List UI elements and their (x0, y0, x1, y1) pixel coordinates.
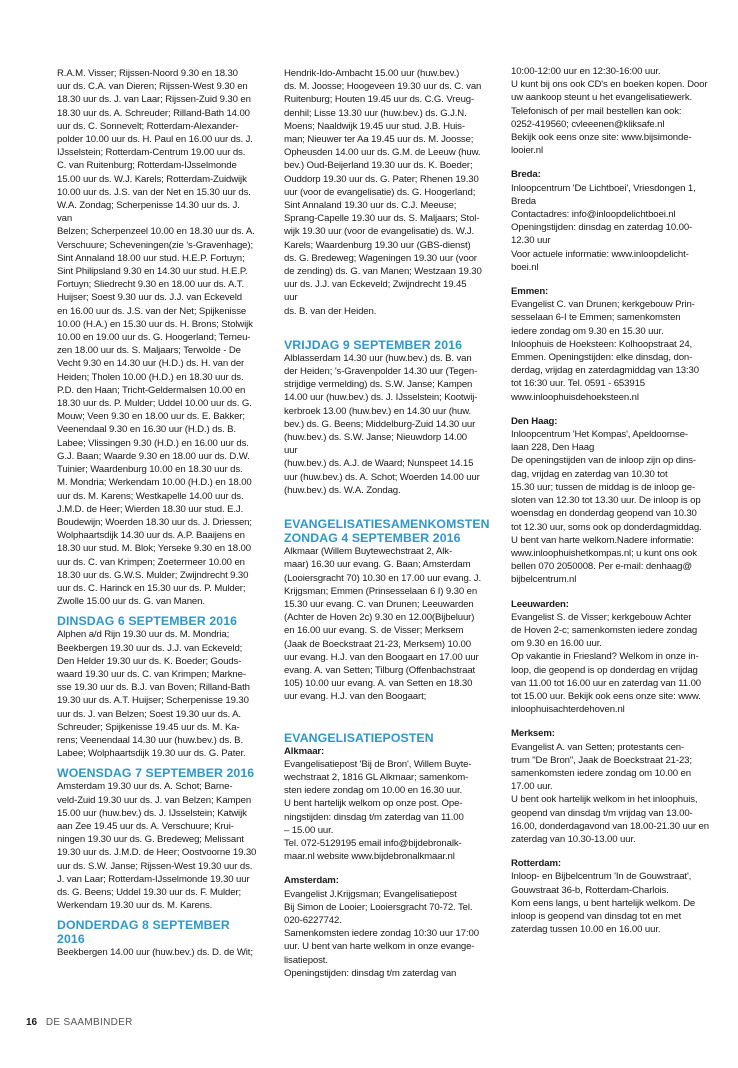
post-details: Inloopcentrum 'De Lichtboei', Vriesdongen 1, Breda Contactadres: info@inloopdelichtboei.nl Openingstijden: dinsdag en zaterdag 10.00- 12.30 uur Voor actuele informatie: www.inloopdelicht- boei.nl (511, 182, 696, 273)
column-left (57, 67, 257, 960)
post-details: 10:00-12:00 uur en 12:30-16:00 uur. U kunt bij ons ook CD's en boeken kopen. Door uw aankoop steunt u het evangelisatiewerk. Telefonisch of per mail bestellen kan ook: 0252-419560; cvleeenen@kliksafe.nl Bekijk ook eens onze site: www.bijsimonde- looier.nl (511, 66, 708, 157)
post-details: Inloopcentrum 'Het Kompas', Apeldoornse- laan 228, Den Haag De openingstijden van de inloop zijn op dins- dag, vrijdag en zaterdag van 10.30 tot 15.30 uur; tussen de middag is de inloop ge- sloten van 12.30 tot 13.30 uur. De inloop is op woensdag en donderdag geopend van 10.30 tot 12.30 uur, soms ook op donderdagmiddag. U bent van harte welkom.Nadere informatie: www.inloophuishetkompas.nl; u kunt ons ook bellen 070 2050008. Per e-mail: denhaag@ bijbelcentrum.nl (511, 429, 702, 586)
post-merksem (511, 727, 711, 846)
post-emmen (511, 285, 711, 404)
dinsdag-services: Alphen a/d Rijn 19.30 uur ds. M. Mondria; Beekbergen 19.30 uur ds. J.J. van Eckeveld; Den Helder 19.30 uur ds. K. Boeder; Gouds- waard 19.30 uur ds. C. van Krimpen; Markne- sse 19.30 uur ds. B.J. van Boven; Rilland-Bath 19.30 uur ds. A.T. Huijser; Scherpenisse 19.30 uur ds. J. van Belzen; Soest 19.30 uur ds. A. Schreuder; Spijkenisse 19.45 uur ds. M. Ka- rens; Veenendaal 14.30 uur (huw.bev.) ds. B. Labee; Wolphaartsdijk 19.30 uur ds. G. Pater. (57, 629, 250, 760)
column-middle (284, 67, 490, 980)
city-name: Rotterdam: (511, 858, 561, 870)
heading-samenkomsten: EVANGELISATIESAMENKOMSTEN ZONDAG 4 SEPTEMBER 2016 (284, 517, 490, 546)
city-name: Alkmaar: (284, 745, 325, 757)
heading-woensdag: WOENSDAG 7 SEPTEMBER 2016 (57, 766, 255, 781)
heading-donderdag: DONDERDAG 8 SEPTEMBER 2016 (57, 918, 230, 947)
page-footer (26, 1017, 133, 1028)
city-name: Den Haag: (511, 415, 558, 427)
post-den-haag (511, 415, 711, 587)
city-name: Breda: (511, 169, 541, 181)
samenkomsten-text: Alkmaar (Willem Buytewechstraat 2, Alk- maar) 16.30 uur evang. G. Baan; Amsterdam (Looiersgracht 70) 10.30 en 17.00 uur evang. J. Krijgsman; Emmen (Prinsesselaan 6 I) 9.30 en 15.30 uur evang. C. van Drunen; Leeuwarden (Achter de Hoven 2c) 9.30 en 12.00(Bijbeluur) en 16.00 uur evang. S. de Visser; Merksem (Jaak de Boeckstraat 21-23, Merksem) 10.00 uur evang. H.J. van den Boogaart en 17.00 uur evang. A. van Setten; Tilburg (Offenbachstraat 105) 10.00 uur evang. A. van Setten en 18.30 uur evang. H.J. van den Boogaart; (284, 546, 482, 703)
heading-vrijdag: VRIJDAG 9 SEPTEMBER 2016 (284, 337, 463, 352)
heading-dinsdag: DINSDAG 6 SEPTEMBER 2016 (57, 614, 238, 629)
city-name: Amsterdam: (284, 875, 339, 887)
post-alkmaar (284, 745, 482, 864)
post-leeuwarden (511, 598, 711, 717)
city-name: Leeuwarden: (511, 598, 569, 610)
woensdag-services: Amsterdam 19.30 uur ds. A. Schot; Barne- veld-Zuid 19.30 uur ds. J. van Belzen; Kampen 15.00 uur (huw.bev.) ds. J. IJsselstein; Katwijk aan Zee 19.45 uur ds. A. Verschuure; Krui- ningen 19.30 uur ds. G. Bredeweg; Melissant 19.30 uur ds. J.M.D. de Heer; Oostvoorne 19.30 uur ds. S.W. Janse; Rijssen-West 19.30 uur ds. J. van Laar; Rotterdam-IJsselmonde 19.30 uur ds. G. Beens; Uddel 19.30 uur ds. F. Mulder; Werkendam 19.30 uur ds. M. Karens. (57, 781, 257, 912)
heading-posten: EVANGELISATIEPOSTEN (284, 730, 434, 745)
post-details: Evangelist C. van Drunen; kerkgebouw Prin- sesselaan 6-I te Emmen; samenkomsten iedere zondag om 9.30 en 15.30 uur. Inloophuis de Hoeksteen: Kolhoopstraat 24, Emmen. Openingstijden: elke dinsdag, don- derdag, vrijdag en zaterdagmiddag van 13:30 tot 16:30 uur. Tel. 0591 - 653915 www.inloophuisdehoeksteen.nl (511, 299, 699, 403)
post-details: Evangelist A. van Setten; protestants cen- trum "De Bron", Jaak de Boeckstraat 21-23; samenkomsten iedere zondag om 10.00 en 17.00 uur. U bent ook hartelijk welkom in het inloophuis, geopend van dinsdag t/m vrijdag van 13.00- 16.00, donderdagavond van 18.00-21.30 uur en zaterdag van 10.30-13.00 uur. (511, 741, 709, 845)
post-details: Evangelist S. de Visser; kerkgebouw Achter de Hoven 2-c; samenkomsten iedere zondag om 9.30 en 16.00 uur. Op vakantie in Friesland? Welkom in onze in- loop, die geopend is op donderdag en vrijdag van 11.00 tot 16.00 uur en zaterdag van 11.00 tot 15.00 uur. Bekijk ook eens onze site: www. inloophuisachterdehoven.nl (511, 611, 701, 716)
city-name: Merksem: (511, 728, 555, 740)
page-number: 16 (26, 1017, 38, 1028)
post-details: Inloop- en Bijbelcentrum 'In de Gouwstraat', Gouwstraat 36-b, Rotterdam-Charlois. Kom eens langs, u bent hartelijk welkom. De inloop is geopend van dinsdag tot en met zaterdag tussen 10.00 en 16.00 uur. (511, 871, 696, 936)
post-details: Evangelisatiepost 'Bij de Bron', Willem Buyte- wechstraat 2, 1816 GL Alkmaar; samenkom- sten iedere zondag om 10.00 en 16.30 uur. U bent hartelijk welkom op onze post. Ope- ningstijden: dinsdag t/m zaterdag van 11.00 – 15.00 uur. Tel. 072-5129195 email info@bijdebronalk- maar.nl website www.bijdebronalkmaar.nl (284, 758, 472, 863)
city-name: Emmen: (511, 286, 549, 298)
column-right (511, 65, 711, 936)
post-amsterdam-continued (511, 65, 711, 157)
post-breda (511, 168, 711, 274)
church-services-continued: R.A.M. Visser; Rijssen-Noord 9.30 en 18.30 uur ds. C.A. van Dieren; Rijssen-West 9.30 en 18.30 uur ds. J. van Laar; Rijssen-Zuid 9.30 en 18.30 uur ds. A. Schreuder; Rilland-Bath 14.00 uur ds. C. Sonnevelt; Rotterdam-Alexander- polder 10.00 uur ds. H. Paul en 16.00 uur ds. J. IJsselstein; Rotterdam-Centrum 19.00 uur ds. C. van Ruitenburg; Rotterdam-IJsselmonde 15.00 uur ds. W.J. Karels; Rotterdam-Zuidwijk 10.00 uur ds. J.S. van der Net en 15.30 uur ds. W.A. Zondag; Scherpenisse 14.30 uur ds. J. van Belzen; Scherpenzeel 10.00 en 18.30 uur ds. A. Verschuure; Scheveningen(zie 's-Gravenhage); Sint Annaland 18.00 uur stud. H.E.P. Fortuyn; Sint Philipsland 9.30 en 14.30 uur stud. H.E.P. Fortuyn; Sliedrecht 9.30 en 18.00 uur ds. A.T. Huijser; Soest 9.30 uur ds. J.J. van Eckeveld en 16.00 uur ds. J.S. van der Net; Spijkenisse 10.00 (H.A.) en 15.30 uur ds. H. Brons; Stolwijk 10.00 en 19.00 uur ds. G. Hoogerland; Terneu- zen 18.00 uur ds. S. Maljaars; Terwolde - De Vecht 9.30 en 14.30 uur (H.D.) ds. H. van der Heiden; Tholen 10.00 (H.D.) en 18.30 uur ds. P.D. den Haan; Tricht-Geldermalsen 10.00 en 18.30 uur ds. P. Mulder; Uddel 10.00 uur ds. G. Mouw; Veen 9.30 en 18.00 uur ds. E. Bakker; Veenendaal 9.30 en 16.30 uur (H.D.) ds. B. Labee; Vlissingen 9.30 (H.D.) en 16.00 uur ds. G.J. Baan; Waarde 9.30 en 18.00 uur ds. D.W. Tuinier; Waardenburg 10.00 en 18.30 uur ds. M. Mondria; Werkendam 10.00 (H.D.) en 18.00 uur ds. M. Karens; Westkapelle 14.00 uur ds. J.M.D. de Heer; Wierden 18.30 uur stud. E.J. Boudewijn; Woerden 18.30 uur ds. J. Driessen; Wolphaartsdijk 14.30 uur ds. A.P. Baaijens en 18.30 uur stud. M. Blok; Yerseke 9.30 en 18.00 uur ds. C. van Krimpen; Zoetermeer 10.00 en 18.30 uur ds. G.W.S. Mulder; Zwijndrecht 9.30 uur ds. C. Harinck en 15.30 uur ds. P. Mulder; Zwolle 15.00 uur ds. G. van Manen. (57, 68, 255, 608)
post-rotterdam (511, 857, 711, 936)
church-services-continued: Hendrik-Ido-Ambacht 15.00 uur (huw.bev.) ds. M. Joosse; Hoogeveen 19.30 uur ds. C. van Ruitenburg; Houten 19.45 uur ds. C.G. Vreug- denhil; Lisse 13.30 uur (huw.bev.) ds. G.J.N. Moens; Naaldwijk 19.45 uur stud. J.B. Huis- man; Nieuwer ter Aa 19.45 uur ds. M. Joosse; Opheusden 14.00 uur ds. G.M. de Leeuw (huw. bev.) Oud-Beijerland 19.30 uur ds. K. Boeder; Ouddorp 19.30 uur ds. G. Pater; Rhenen 19.30 uur (voor de evangelisatie) ds. G. Hoogerland; Sint Annaland 19.30 uur ds. C.J. Meeuse; Sprang-Capelle 19.30 uur ds. S. Maljaars; Stol- wijk 19.30 uur (voor de evangelisatie) ds. W.J. Karels; Waardenburg 19.30 uur (GBS-dienst) ds. G. Bredeweg; Wageningen 19.30 uur (voor de zending) ds. G. van Manen; Westzaan 19.30 uur ds. J.J. van Eckeveld; Zwijndrecht 19.45 uur ds. B. van der Heiden. (284, 68, 482, 317)
donderdag-services: Beekbergen 14.00 uur (huw.bev.) ds. D. de Wit; (57, 947, 253, 959)
vrijdag-services: Alblasserdam 14.30 uur (huw.bev.) ds. B. van der Heiden; 's-Gravenpolder 14.30 uur (Tegen- strijdige vermelding) ds. S.W. Janse; Kampen 14.00 uur (huw.bev.) ds. J. IJsselstein; Kootwij- kerbroek 13.00 (huw.bev.) en 14.30 uur (huw. bev.) ds. G. Beens; Middelburg-Zuid 14.30 uur (huw.bev.) ds. S.W. Janse; Nieuwdorp 14.00 uur (huw.bev.) ds. A.J. de Waard; Nunspeet 14.15 uur (huw.bev.) ds. A. Schot; Woerden 14.00 uur (huw.bev.) ds. W.A. Zondag. (284, 352, 480, 496)
post-amsterdam (284, 874, 482, 980)
post-details: Evangelist J.Krijgsman; Evangelisatiepost Bij Simon de Looier; Looiersgracht 70-72. Tel. 020-6227742. Samenkomsten iedere zondag 10:30 uur 17:00 uur. U bent van harte welkom in onze evange- lisatiepost. Openingstijden: dinsdag t/m zaterdag van (284, 888, 479, 979)
magazine-name: DE SAAMBINDER (45, 1017, 133, 1028)
